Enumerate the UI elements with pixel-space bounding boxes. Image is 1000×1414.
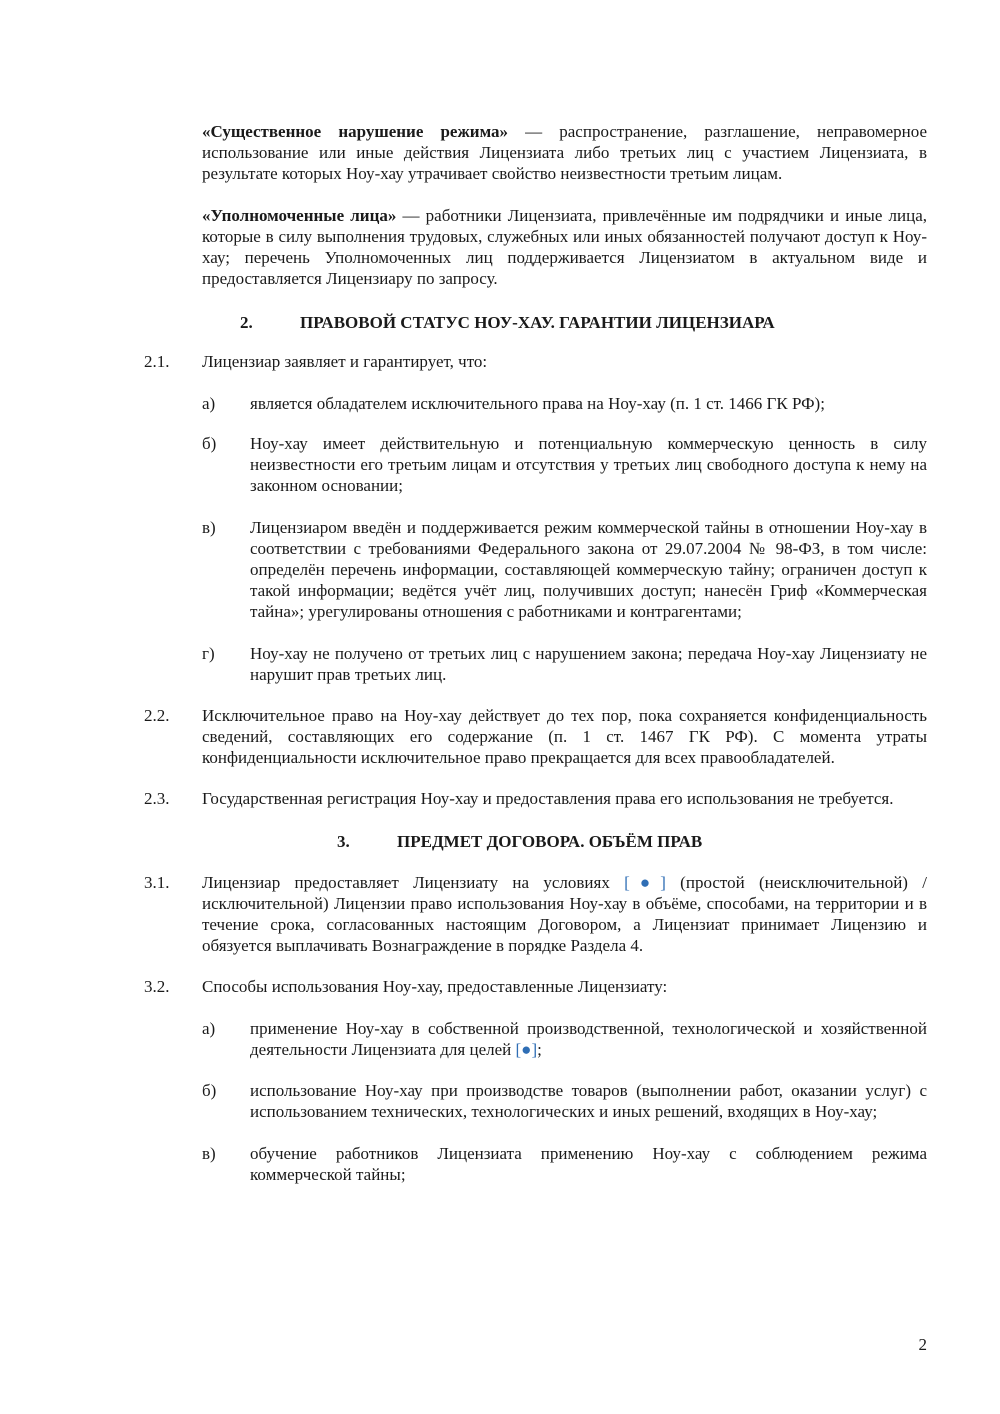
placeholder-field: [●] [515,1040,538,1059]
page-content [0,121,1000,1185]
clause-text-after: (простой (неисключительной) / исключительной) Лицензии право использования Ноу-хау в объёме, способами, на территории и в течение срока, согласованных настоящим Договором, а Лицензиат принимает Лицензию и обязуется выплачивать Вознаграждение в порядке Раздела 4. [202,873,927,955]
section-title: ПРЕДМЕТ ДОГОВОРА. ОБЪЁМ ПРАВ [397,832,703,851]
item-text-before: применение Ноу-хау в собственной производственной, технологической и хозяйственной деятельности Лицензиата для целей [250,1019,927,1059]
section-title: ПРАВОВОЙ СТАТУС НОУ-ХАУ. ГАРАНТИИ ЛИЦЕНЗИАРА [300,313,775,332]
item-text: Ноу-хау имеет действительную и потенциальную коммерческую ценность в силу неизвестности его третьим лицам и отсутствия у третьих лиц свободного доступа к нему на законном основании; [250,434,927,495]
definition-material-breach [202,121,927,184]
item-text: использование Ноу-хау при производстве товаров (выполнении работ, оказании услуг) с использованием технических, технологических и иных решений, входящих в Ноу-хау; [250,1081,927,1121]
definition-authorized-persons [202,205,927,289]
item-letter: г) [202,644,215,663]
clause-number: 2.3. [144,789,170,808]
list-item [202,1080,927,1122]
item-letter: б) [202,434,217,453]
item-text: Лицензиаром введён и поддерживается режим коммерческой тайны в отношении Ноу-хау в соответствии с требованиями Федерального закона от 29.07.2004 № 98-ФЗ, в том числе: определён перечень информации, составляющей коммерческую тайну; ограничен доступ к такой информации; ведётся учёт лиц, получивших доступ; нанесён Гриф «Коммерческая тайна»; урегулированы отношения с работниками и контрагентами; [250,518,927,621]
page-number: 2 [918,1335,927,1354]
clause-3-2 [144,976,927,997]
section-2-heading [0,312,1000,333]
clause-text-before: Лицензиар предоставляет Лицензиату на условиях [202,873,625,892]
placeholder-field: [●] [624,873,666,892]
section-number: 2. [240,313,253,332]
definition-text: — распространение, разглашение, неправомерное использование или иные действия Лицензиата либо третьих лиц с участием Лицензиата, в результате которых Ноу-хау утрачивает свойство неизвестности третьим лицам. [202,122,927,183]
clause-2-1 [144,351,927,372]
list-item [202,643,927,685]
section-number: 3. [337,832,350,851]
clause-number: 3.2. [144,977,170,996]
clause-text: Исключительное право на Ноу-хау действует до тех пор, пока сохраняется конфиденциальность сведений, составляющих его содержание (п. 1 ст. 1467 ГК РФ). С момента утраты конфиденциальности исключительное право прекращается для всех правообладателей. [202,706,927,767]
item-text-after: ; [537,1040,542,1059]
clause-number: 2.2. [144,706,170,725]
item-letter: а) [202,394,216,413]
clause-2-2 [144,705,927,768]
item-text: является обладателем исключительного права на Ноу-хау (п. 1 ст. 1466 ГК РФ); [250,394,825,413]
list-item [202,1143,927,1185]
clause-3-1 [144,872,927,956]
list-item [202,433,927,496]
list-item [202,393,927,414]
item-text: Ноу-хау не получено от третьих лиц с нарушением закона; передача Ноу-хау Лицензиату не нарушит прав третьих лиц. [250,644,927,684]
item-letter: а) [202,1019,216,1038]
section-3-heading [0,831,1000,852]
clause-2-3 [144,788,927,809]
item-letter: в) [202,1144,216,1163]
clause-text: Способы использования Ноу-хау, предоставленные Лицензиату: [202,977,668,996]
clause-text: Лицензиар заявляет и гарантирует, что: [202,352,488,371]
list-item [202,1018,927,1060]
list-item [202,517,927,622]
definition-term: «Уполномоченные лица» [202,206,397,225]
clause-number: 2.1. [144,352,170,371]
definition-text: — работники Лицензиата, привлечённые им подрядчики и иные лица, которые в силу выполнения трудовых, служебных или иных обязанностей получают доступ к Ноу-хау; перечень Уполномоченных лиц поддерживается Лицензиатом в актуальном виде и предоставляется Лицензиару по запросу. [202,206,927,288]
definition-term: «Существенное нарушение режима» [202,122,509,141]
item-letter: б) [202,1081,217,1100]
clause-number: 3.1. [144,873,170,892]
item-letter: в) [202,518,216,537]
clause-text: Государственная регистрация Ноу-хау и предоставления права его использования не требуется. [202,789,894,808]
item-text: обучение работников Лицензиата применению Ноу-хау с соблюдением режима коммерческой тайны; [250,1144,927,1184]
